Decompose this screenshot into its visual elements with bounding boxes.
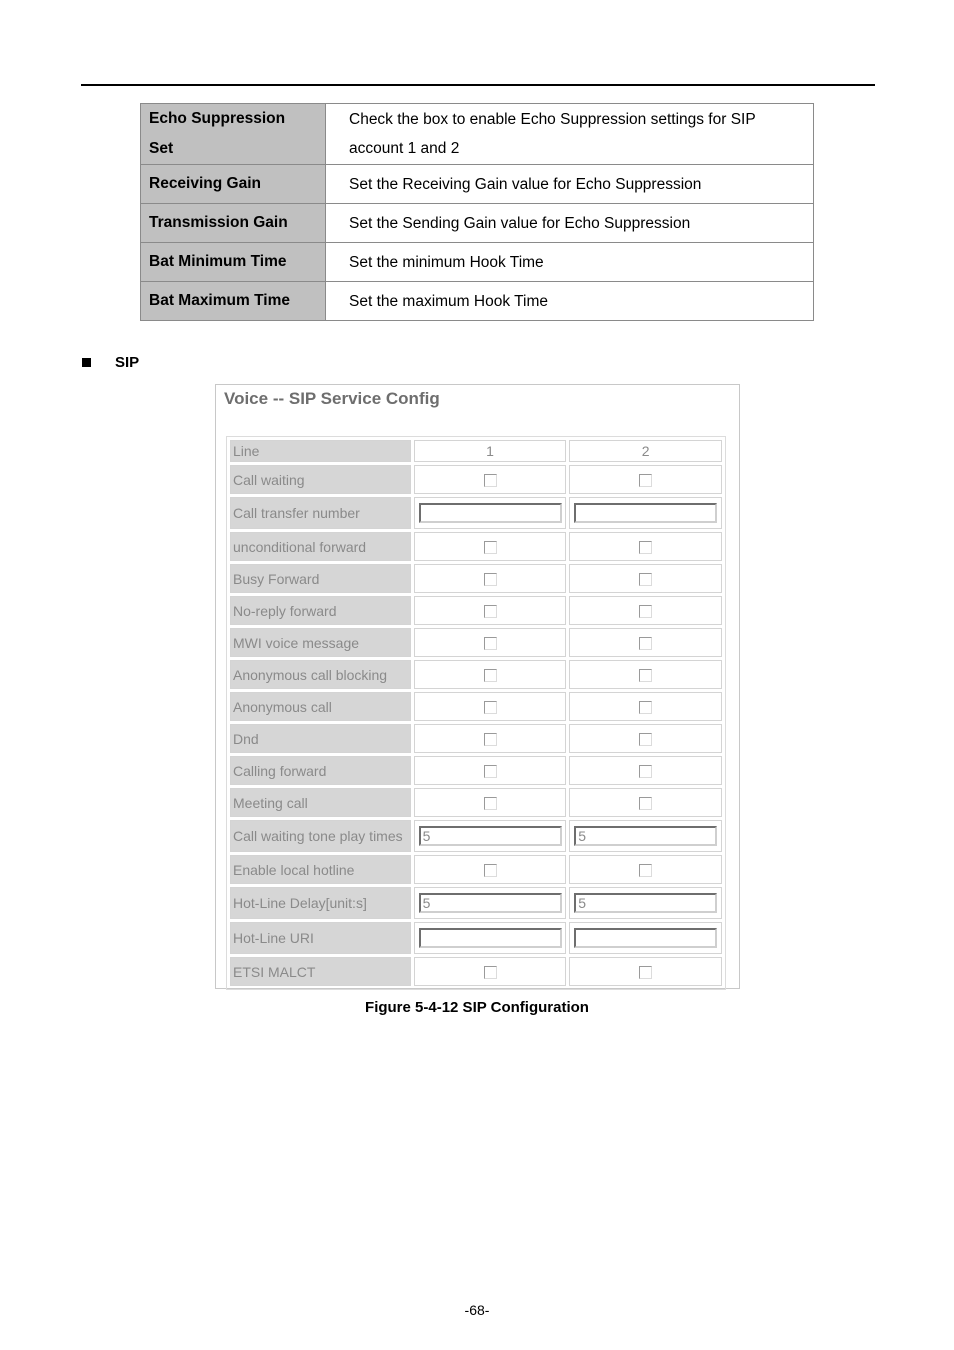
unconditional-forward-checkbox-line-2[interactable] [639, 541, 652, 554]
unconditional-forward-checkbox-line-1[interactable] [484, 541, 497, 554]
table-row [230, 564, 722, 593]
line-1-cell [414, 887, 567, 919]
calling-forward-checkbox-line-2[interactable] [639, 765, 652, 778]
line-2-cell [569, 660, 722, 689]
table-row [230, 820, 722, 852]
line-1-cell [414, 532, 567, 561]
row-label-anonymous-call: Anonymous call [230, 692, 411, 721]
table-row [230, 855, 722, 884]
line-2-cell [569, 957, 722, 986]
call-waiting-tone-play-times-input-line-2[interactable] [574, 826, 717, 846]
dnd-checkbox-line-1[interactable] [484, 733, 497, 746]
row-label-unconditional-forward: unconditional forward [230, 532, 411, 561]
line-1-cell [414, 922, 567, 954]
line-1-cell [414, 465, 567, 494]
table-row [230, 788, 722, 817]
line-2-cell [569, 887, 722, 919]
row-label-call-waiting-tone-play-times: Call waiting tone play times [230, 820, 411, 852]
line-2-cell [569, 756, 722, 785]
enable-local-hotline-checkbox-line-2[interactable] [639, 864, 652, 877]
line-1-cell [414, 724, 567, 753]
calling-forward-checkbox-line-1[interactable] [484, 765, 497, 778]
param-row-bat-maximum-time [141, 282, 814, 321]
table-row [230, 628, 722, 657]
page-number: -68- [464, 1302, 490, 1318]
figure-caption: Figure 5-4-12 SIP Configuration [365, 999, 589, 1016]
etsi-malct-checkbox-line-2[interactable] [639, 966, 652, 979]
line-2-cell [569, 788, 722, 817]
row-label-anonymous-call-blocking: Anonymous call blocking [230, 660, 411, 689]
line-2-cell [569, 855, 722, 884]
no-reply-forward-checkbox-line-2[interactable] [639, 605, 652, 618]
line-2-cell [569, 497, 722, 529]
sip-config-screenshot [215, 384, 740, 989]
line-2-cell [569, 532, 722, 561]
call-waiting-checkbox-line-2[interactable] [639, 474, 652, 487]
header-rule [81, 84, 875, 86]
anonymous-call-checkbox-line-2[interactable] [639, 701, 652, 714]
row-label-meeting-call: Meeting call [230, 788, 411, 817]
row-label-enable-local-hotline: Enable local hotline [230, 855, 411, 884]
param-row-transmission-gain [141, 204, 814, 243]
table-row [230, 756, 722, 785]
meeting-call-checkbox-line-2[interactable] [639, 797, 652, 810]
param-desc: Set the Receiving Gain value for Echo Suppression [326, 165, 814, 204]
line-1-cell [414, 692, 567, 721]
line-1-cell [414, 788, 567, 817]
square-bullet-icon [82, 358, 91, 367]
table-row [230, 532, 722, 561]
parameter-table [140, 103, 814, 321]
line-1-cell [414, 564, 567, 593]
line-2-cell [569, 465, 722, 494]
mwi-voice-message-checkbox-line-1[interactable] [484, 637, 497, 650]
hot-line-delay-unit-s-input-line-2[interactable] [574, 893, 717, 913]
row-label-dnd: Dnd [230, 724, 411, 753]
line-1-cell [414, 855, 567, 884]
anonymous-call-checkbox-line-1[interactable] [484, 701, 497, 714]
param-desc: Set the minimum Hook Time [326, 243, 814, 282]
table-row [230, 660, 722, 689]
table-row [230, 692, 722, 721]
row-label-call-transfer-number: Call transfer number [230, 497, 411, 529]
section-title: SIP [115, 354, 140, 371]
dnd-checkbox-line-2[interactable] [639, 733, 652, 746]
param-row-receiving-gain [141, 165, 814, 204]
header-label: Line [230, 440, 411, 462]
line-2-cell [569, 692, 722, 721]
mwi-voice-message-checkbox-line-2[interactable] [639, 637, 652, 650]
row-label-mwi-voice-message: MWI voice message [230, 628, 411, 657]
line-1-cell [414, 756, 567, 785]
row-label-call-waiting: Call waiting [230, 465, 411, 494]
line-1-cell [414, 820, 567, 852]
enable-local-hotline-checkbox-line-1[interactable] [484, 864, 497, 877]
param-desc: Set the Sending Gain value for Echo Suppression [326, 204, 814, 243]
anonymous-call-blocking-checkbox-line-2[interactable] [639, 669, 652, 682]
meeting-call-checkbox-line-1[interactable] [484, 797, 497, 810]
call-transfer-number-input-line-2[interactable] [574, 503, 717, 523]
call-waiting-checkbox-line-1[interactable] [484, 474, 497, 487]
param-name: Bat Minimum Time [141, 243, 326, 282]
param-name: Echo Suppression Set [141, 104, 326, 165]
row-label-hot-line-uri: Hot-Line URI [230, 922, 411, 954]
header-line-2: 2 [569, 440, 722, 462]
anonymous-call-blocking-checkbox-line-1[interactable] [484, 669, 497, 682]
row-label-busy-forward: Busy Forward [230, 564, 411, 593]
hot-line-delay-unit-s-input-line-1[interactable] [419, 893, 562, 913]
table-row [230, 724, 722, 753]
busy-forward-checkbox-line-1[interactable] [484, 573, 497, 586]
hot-line-uri-input-line-2[interactable] [574, 928, 717, 948]
row-label-hot-line-delay-unit-s: Hot-Line Delay[unit:s] [230, 887, 411, 919]
table-row [230, 497, 722, 529]
sip-config-body [230, 440, 722, 986]
table-row [230, 596, 722, 625]
table-header-row [230, 440, 722, 462]
panel-title: Voice -- SIP Service Config [224, 389, 440, 408]
line-1-cell [414, 660, 567, 689]
param-name: Bat Maximum Time [141, 282, 326, 321]
line-1-cell [414, 957, 567, 986]
line-2-cell [569, 820, 722, 852]
param-desc: Set the maximum Hook Time [326, 282, 814, 321]
busy-forward-checkbox-line-2[interactable] [639, 573, 652, 586]
line-1-cell [414, 596, 567, 625]
sip-config-table [226, 436, 726, 990]
table-row [230, 887, 722, 919]
call-waiting-tone-play-times-input-line-1[interactable] [419, 826, 562, 846]
line-1-cell [414, 497, 567, 529]
header-line-1: 1 [414, 440, 567, 462]
row-label-calling-forward: Calling forward [230, 756, 411, 785]
line-2-cell [569, 564, 722, 593]
param-row-bat-minimum-time [141, 243, 814, 282]
line-1-cell [414, 628, 567, 657]
param-desc: Check the box to enable Echo Suppression settings for SIP account 1 and 2 [326, 104, 814, 165]
table-row [230, 922, 722, 954]
param-row-echo-suppression [141, 104, 814, 165]
row-label-no-reply-forward: No-reply forward [230, 596, 411, 625]
call-transfer-number-input-line-1[interactable] [419, 503, 562, 523]
row-label-etsi-malct: ETSI MALCT [230, 957, 411, 986]
line-2-cell [569, 724, 722, 753]
param-name: Receiving Gain [141, 165, 326, 204]
param-name: Transmission Gain [141, 204, 326, 243]
no-reply-forward-checkbox-line-1[interactable] [484, 605, 497, 618]
line-2-cell [569, 922, 722, 954]
hot-line-uri-input-line-1[interactable] [419, 928, 562, 948]
table-row [230, 957, 722, 986]
line-2-cell [569, 628, 722, 657]
table-row [230, 465, 722, 494]
line-2-cell [569, 596, 722, 625]
etsi-malct-checkbox-line-1[interactable] [484, 966, 497, 979]
